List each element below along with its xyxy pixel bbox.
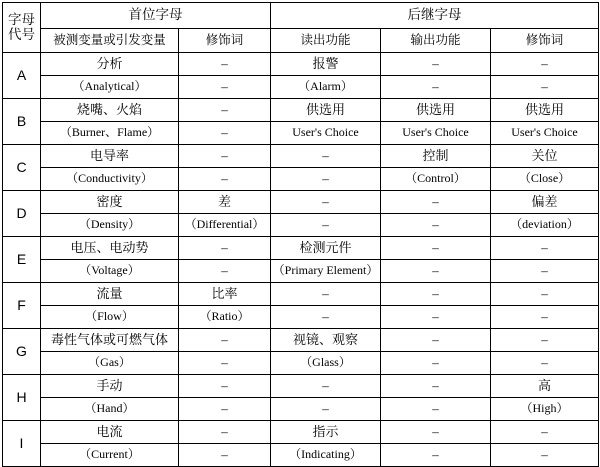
row-code: G — [3, 329, 41, 375]
cell-modifier1-cn: – — [179, 53, 271, 76]
table-row — [3, 237, 599, 260]
cell-measured-variable-cn: 手动 — [41, 375, 179, 398]
cell-modifier1-en: – — [179, 122, 271, 145]
cell-modifier2-en: – — [491, 306, 599, 329]
cell-modifier1-en: – — [179, 168, 271, 191]
cell-readout-cn: – — [271, 375, 381, 398]
cell-modifier2-en: （High） — [491, 398, 599, 421]
cell-readout-cn: – — [271, 283, 381, 306]
cell-modifier2-cn: – — [491, 53, 599, 76]
cell-readout-cn: 指示 — [271, 421, 381, 444]
cell-modifier1-cn: – — [179, 99, 271, 122]
table-row — [3, 122, 599, 145]
cell-modifier1-cn: – — [179, 329, 271, 352]
header-code-line1: 字母 — [8, 11, 35, 27]
cell-readout-cn: 检测元件 — [271, 237, 381, 260]
cell-modifier1-en: – — [179, 260, 271, 283]
table-row — [3, 168, 599, 191]
cell-measured-variable-en: （Current） — [41, 444, 179, 467]
cell-output-en: – — [381, 260, 491, 283]
cell-modifier2-cn: – — [491, 421, 599, 444]
cell-modifier1-en: – — [179, 444, 271, 467]
table-header-row-2 — [3, 29, 599, 53]
cell-output-cn: – — [381, 329, 491, 352]
cell-output-cn: – — [381, 283, 491, 306]
cell-modifier1-cn: – — [179, 421, 271, 444]
cell-modifier2-cn: – — [491, 237, 599, 260]
cell-measured-variable-cn: 电压、电动势 — [41, 237, 179, 260]
cell-output-cn: – — [381, 191, 491, 214]
cell-readout-en: （Indicating） — [271, 444, 381, 467]
cell-readout-cn: 报警 — [271, 53, 381, 76]
header-modifier-2: 修饰词 — [491, 29, 599, 53]
cell-readout-en: – — [271, 168, 381, 191]
cell-output-cn: – — [381, 421, 491, 444]
cell-readout-cn: – — [271, 145, 381, 168]
cell-readout-cn: – — [271, 191, 381, 214]
cell-measured-variable-cn: 电导率 — [41, 145, 179, 168]
cell-measured-variable-en: （Flow） — [41, 306, 179, 329]
cell-output-cn: 控制 — [381, 145, 491, 168]
cell-readout-en: – — [271, 398, 381, 421]
table-row — [3, 352, 599, 375]
cell-output-cn: 供选用 — [381, 99, 491, 122]
cell-modifier1-cn: – — [179, 145, 271, 168]
cell-output-en: – — [381, 352, 491, 375]
table-row — [3, 260, 599, 283]
cell-modifier1-en: （Ratio） — [179, 306, 271, 329]
header-code-column — [3, 3, 41, 53]
cell-modifier2-en: – — [491, 444, 599, 467]
row-code: E — [3, 237, 41, 283]
cell-modifier2-cn: – — [491, 283, 599, 306]
cell-modifier1-en: – — [179, 398, 271, 421]
table-row — [3, 421, 599, 444]
header-output-function: 输出功能 — [381, 29, 491, 53]
table-row — [3, 214, 599, 237]
cell-output-cn: – — [381, 53, 491, 76]
header-following-letters: 后继字母 — [271, 3, 599, 29]
cell-measured-variable-en: （Voltage） — [41, 260, 179, 283]
cell-output-en: – — [381, 76, 491, 99]
cell-readout-en: （Alarm） — [271, 76, 381, 99]
cell-output-cn: – — [381, 375, 491, 398]
table-row — [3, 53, 599, 76]
cell-readout-en: User's Choice — [271, 122, 381, 145]
cell-output-en: User's Choice — [381, 122, 491, 145]
cell-modifier2-en: – — [491, 260, 599, 283]
cell-modifier2-cn: 关位 — [491, 145, 599, 168]
table-row — [3, 145, 599, 168]
table-row — [3, 329, 599, 352]
cell-modifier1-en: – — [179, 76, 271, 99]
header-readout-function: 读出功能 — [271, 29, 381, 53]
row-code: C — [3, 145, 41, 191]
cell-modifier2-cn: 偏差 — [491, 191, 599, 214]
cell-measured-variable-en: （Gas） — [41, 352, 179, 375]
cell-measured-variable-cn: 密度 — [41, 191, 179, 214]
table-row — [3, 191, 599, 214]
row-code: I — [3, 421, 41, 467]
row-code: D — [3, 191, 41, 237]
table-row — [3, 76, 599, 99]
document-page — [0, 2, 600, 462]
table-row — [3, 283, 599, 306]
cell-measured-variable-cn: 毒性气体或可燃气体 — [41, 329, 179, 352]
cell-modifier2-cn: 高 — [491, 375, 599, 398]
cell-modifier1-cn: – — [179, 237, 271, 260]
table-row — [3, 398, 599, 421]
cell-modifier1-en: （Differential） — [179, 214, 271, 237]
table-row — [3, 306, 599, 329]
cell-output-en: （Control） — [381, 168, 491, 191]
letter-code-table — [2, 2, 599, 467]
cell-measured-variable-en: （Density） — [41, 214, 179, 237]
cell-measured-variable-en: （Analytical） — [41, 76, 179, 99]
cell-measured-variable-en: （Hand） — [41, 398, 179, 421]
table-header-row-1 — [3, 3, 599, 29]
cell-output-en: – — [381, 306, 491, 329]
cell-measured-variable-en: （Burner、Flame） — [41, 122, 179, 145]
cell-measured-variable-en: （Conductivity） — [41, 168, 179, 191]
cell-modifier2-en: User's Choice — [491, 122, 599, 145]
cell-output-cn: – — [381, 237, 491, 260]
cell-output-en: – — [381, 398, 491, 421]
cell-modifier1-en: – — [179, 352, 271, 375]
header-first-letter: 首位字母 — [41, 3, 271, 29]
cell-readout-cn: 视镜、观察 — [271, 329, 381, 352]
row-code: H — [3, 375, 41, 421]
cell-measured-variable-cn: 电流 — [41, 421, 179, 444]
cell-readout-en: （Glass） — [271, 352, 381, 375]
cell-modifier2-en: （deviation） — [491, 214, 599, 237]
table-row — [3, 375, 599, 398]
cell-measured-variable-cn: 流量 — [41, 283, 179, 306]
cell-readout-en: （Primary Element） — [271, 260, 381, 283]
cell-output-en: – — [381, 444, 491, 467]
header-measured-variable: 被测变量或引发变量 — [41, 29, 179, 53]
table-row — [3, 99, 599, 122]
row-code: B — [3, 99, 41, 145]
header-modifier-1: 修饰词 — [179, 29, 271, 53]
cell-readout-en: – — [271, 306, 381, 329]
cell-readout-cn: 供选用 — [271, 99, 381, 122]
cell-modifier2-cn: – — [491, 329, 599, 352]
row-code: F — [3, 283, 41, 329]
cell-modifier1-cn: 比率 — [179, 283, 271, 306]
cell-measured-variable-cn: 烧嘴、火焰 — [41, 99, 179, 122]
cell-modifier2-cn: 供选用 — [491, 99, 599, 122]
cell-modifier1-cn: – — [179, 375, 271, 398]
row-code: A — [3, 53, 41, 99]
cell-modifier2-en: – — [491, 76, 599, 99]
table-row — [3, 444, 599, 467]
header-code-line2: 代号 — [8, 26, 35, 42]
cell-measured-variable-cn: 分析 — [41, 53, 179, 76]
cell-readout-en: – — [271, 214, 381, 237]
cell-modifier2-en: （Close） — [491, 168, 599, 191]
cell-modifier1-cn: 差 — [179, 191, 271, 214]
cell-output-en: – — [381, 214, 491, 237]
cell-modifier2-en: – — [491, 352, 599, 375]
